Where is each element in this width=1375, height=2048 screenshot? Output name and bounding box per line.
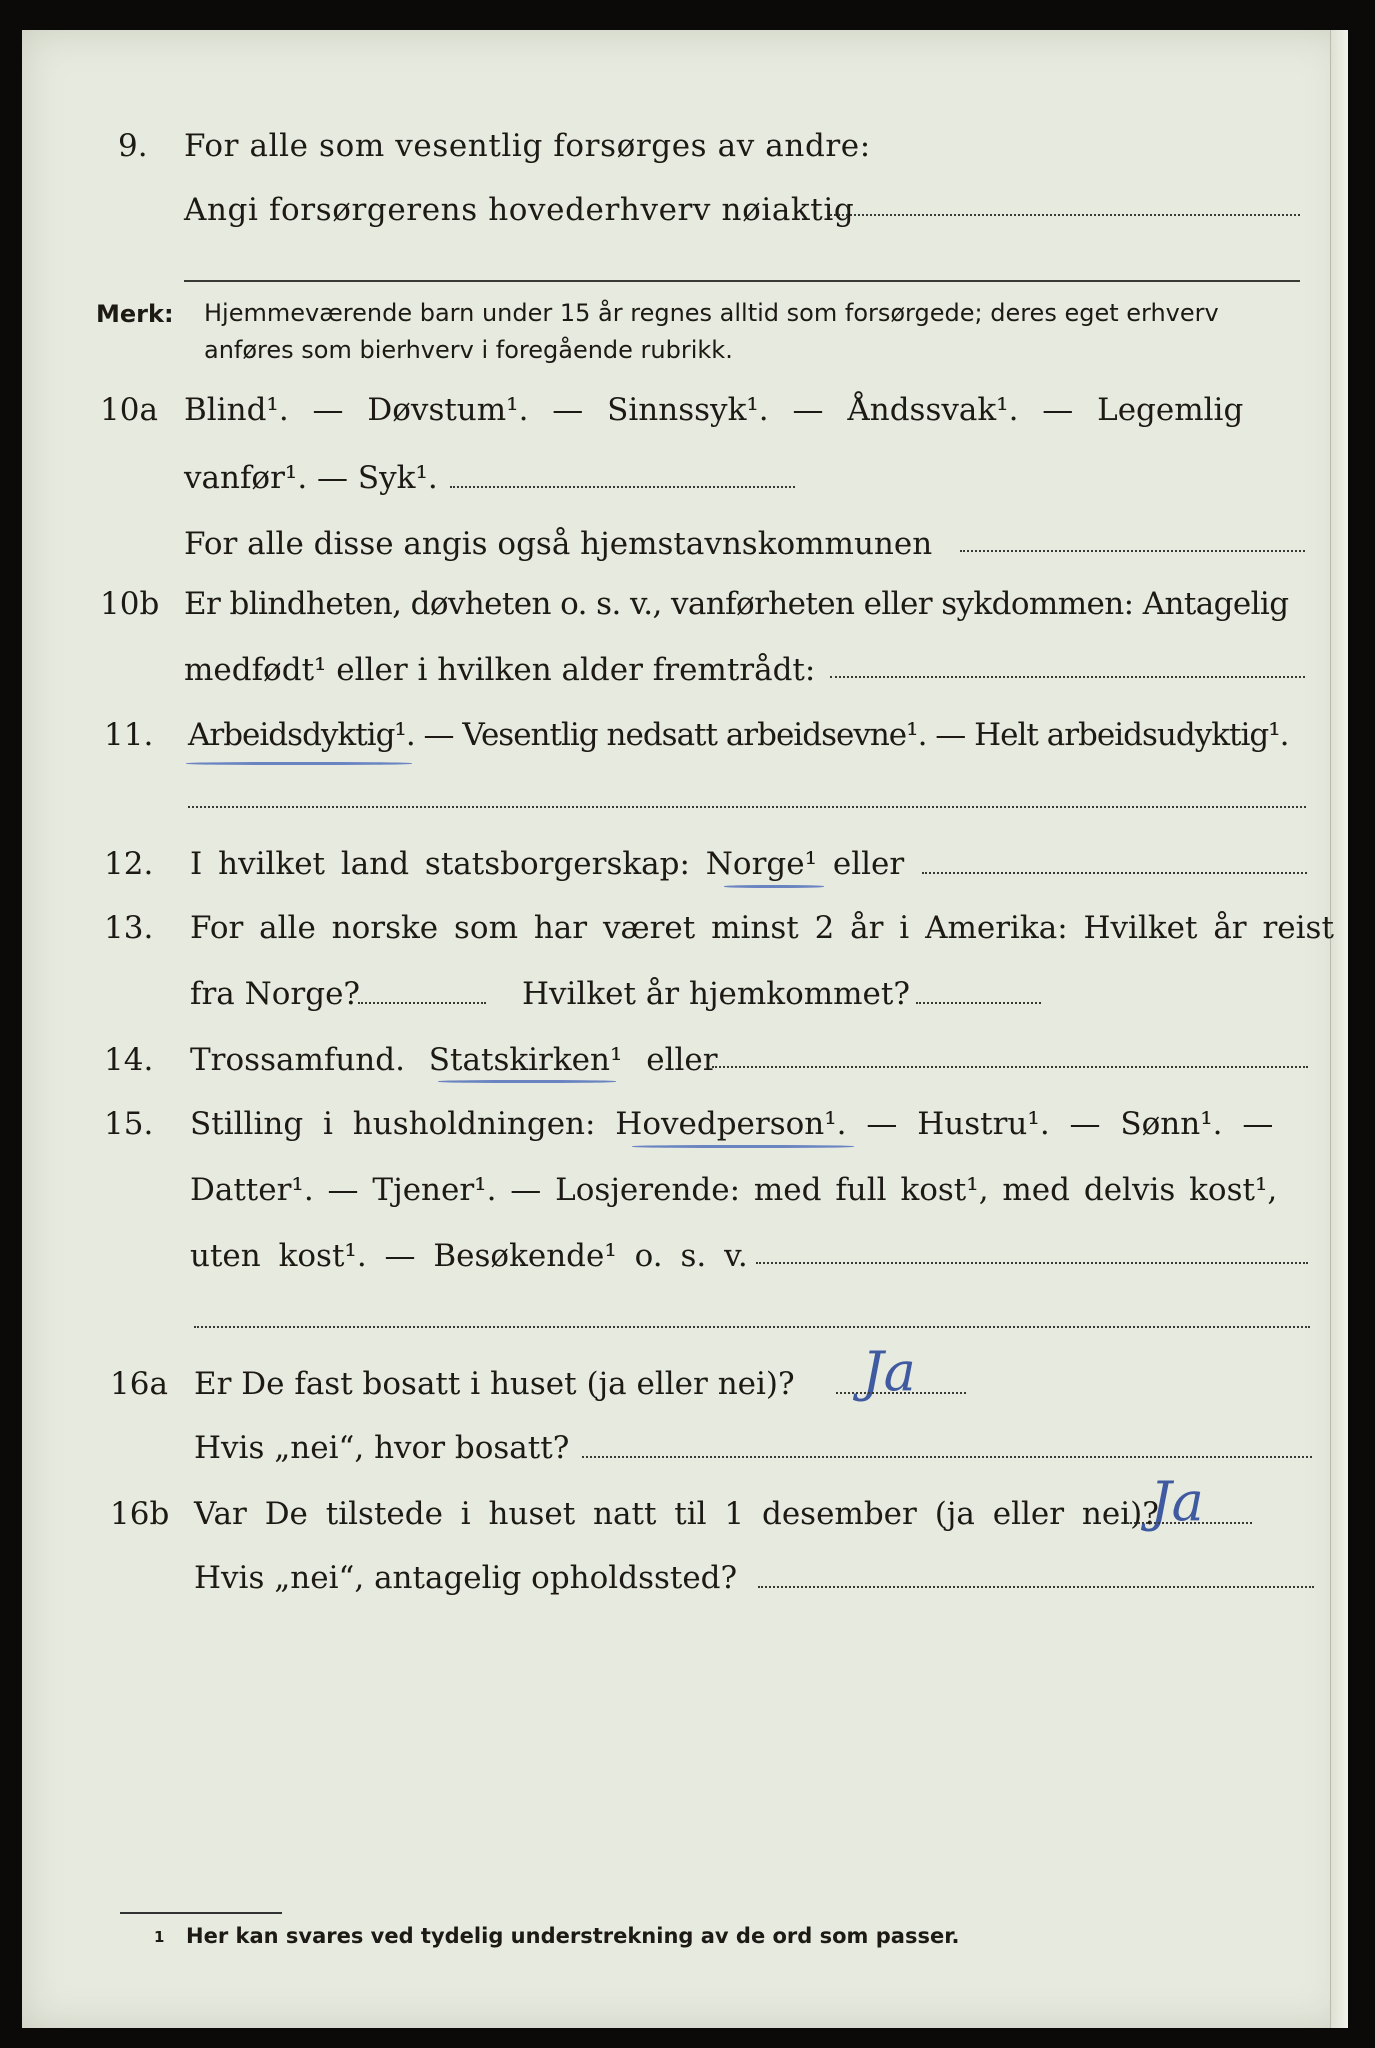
- q12-line1: I hvilket land statsborgerskap: Norge¹ eller: [190, 846, 905, 882]
- q12-underline-mark: [724, 885, 824, 888]
- q13-line2a: fra Norge?: [190, 976, 361, 1012]
- q16a-place-line: [582, 1456, 1312, 1458]
- q16a-number: 16a: [110, 1366, 168, 1402]
- q11-line1: Arbeidsdyktig¹. — Vesentlig nedsatt arbeidsevne¹. — Helt arbeidsudyktig¹.: [188, 717, 1289, 753]
- q16a-handwritten-answer: Ja: [862, 1340, 916, 1403]
- q16b-place-line: [758, 1586, 1314, 1588]
- footnote-text: Her kan svares ved tydelig understrekning av de ord som passer.: [186, 1924, 960, 1948]
- q11-underline-mark: [186, 762, 412, 765]
- q10a-home-line: [960, 550, 1305, 552]
- q9-line1: For alle som vesentlig forsørges av andre:: [184, 128, 871, 164]
- q13-number: 13.: [104, 910, 154, 946]
- q10a-line3: For alle disse angis også hjemstavnskommunen: [184, 526, 933, 562]
- q15-underline-mark: [632, 1145, 854, 1148]
- merk-label: Merk:: [96, 300, 174, 328]
- q14-line1: Trossamfund. Statskirken¹ eller: [190, 1042, 718, 1078]
- q9-number: 9.: [118, 128, 148, 164]
- q13-line1: For alle norske som har været minst 2 år i Amerika: Hvilket år reist: [190, 910, 1334, 946]
- q16b-answer-line: [1122, 1522, 1252, 1524]
- q10b-line2: medfødt¹ eller i hvilken alder fremtrådt:: [184, 652, 816, 688]
- q16b-line1: Var De tilstede i huset natt til 1 desember (ja eller nei)?: [194, 1496, 1159, 1532]
- q12-number: 12.: [104, 846, 154, 882]
- q9-extra-line: [184, 280, 1300, 282]
- q15-number: 15.: [104, 1106, 154, 1142]
- q16a-line2: Hvis „nei“, hvor bosatt?: [194, 1430, 570, 1466]
- q9-line2: Angi forsørgerens hovederhverv nøiaktig: [184, 192, 855, 228]
- footnote-rule: [120, 1912, 282, 1914]
- q13-line2b: Hvilket år hjemkommet?: [522, 976, 910, 1012]
- q15-line1: Stilling i husholdningen: Hovedperson¹. — Hustru¹. — Sønn¹. —: [190, 1106, 1274, 1142]
- q14-answer-line: [712, 1066, 1308, 1068]
- q13-year-left-line: [358, 1002, 486, 1004]
- q16b-number: 16b: [110, 1496, 170, 1532]
- q16b-handwritten-answer: Ja: [1150, 1470, 1204, 1533]
- q10a-line2: vanfør¹. — Syk¹.: [184, 460, 438, 496]
- q11-answer-line: [188, 806, 1306, 808]
- q14-number: 14.: [104, 1042, 154, 1078]
- merk-line1: Hjemmeværende barn under 15 år regnes alltid som forsørgede; deres eget erhverv: [204, 299, 1219, 327]
- q11-number: 11.: [104, 717, 154, 753]
- q10a-line1: Blind¹. — Døvstum¹. — Sinnssyk¹. — Åndssvak¹. — Legemlig: [184, 392, 1244, 428]
- q10b-answer-line: [830, 676, 1305, 678]
- q13-year-back-line: [916, 1002, 1041, 1004]
- page-edge: [1330, 30, 1348, 2028]
- q16b-line2: Hvis „nei“, antagelig opholdssted?: [194, 1560, 738, 1596]
- q16a-line1: Er De fast bosatt i huset (ja eller nei)?: [194, 1366, 795, 1402]
- q10b-line1: Er blindheten, døvheten o. s. v., vanførheten eller sykdommen: Antagelig: [184, 586, 1289, 622]
- merk-line2: anføres som bierhverv i foregående rubrikk.: [204, 336, 733, 364]
- footnote-mark: 1: [154, 1928, 165, 1946]
- q10b-number: 10b: [100, 586, 160, 622]
- q15-answer-line: [756, 1262, 1308, 1264]
- q9-answer-line: [830, 214, 1300, 216]
- q15-extra-line: [194, 1326, 1310, 1328]
- q15-line3: uten kost¹. — Besøkende¹ o. s. v.: [190, 1238, 748, 1274]
- q10a-answer-line: [450, 486, 795, 488]
- q10a-number: 10a: [100, 392, 158, 428]
- q16a-answer-line: [836, 1392, 966, 1394]
- q15-line2: Datter¹. — Tjener¹. — Losjerende: med full kost¹, med delvis kost¹,: [190, 1172, 1278, 1208]
- q14-underline-mark: [438, 1080, 616, 1083]
- q12-answer-line: [922, 872, 1307, 874]
